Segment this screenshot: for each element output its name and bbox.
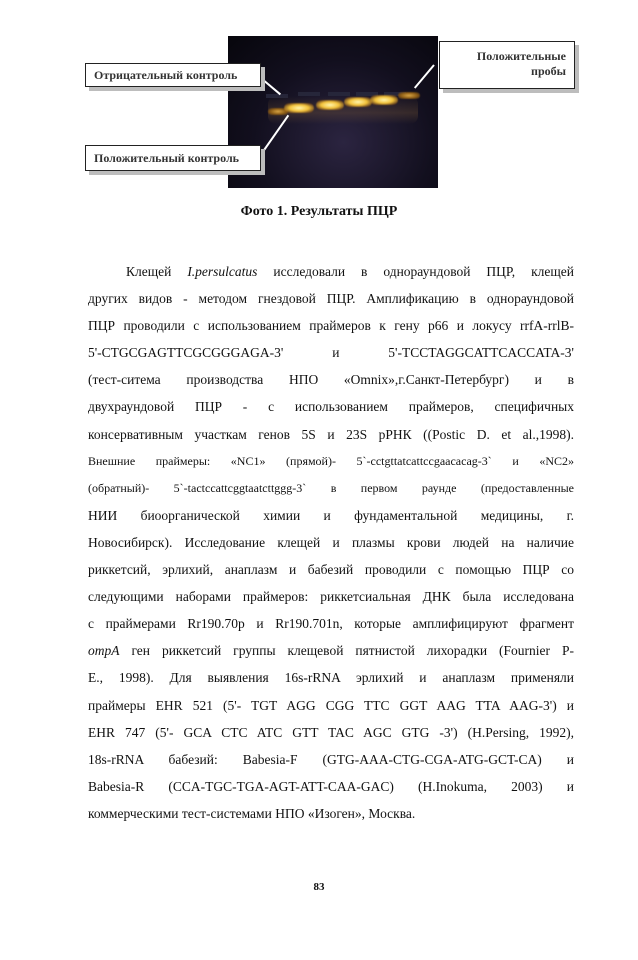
text-line: (обратный)- 5`-tactccattcggtaatcttggg-3` в первом раунде (предоставленные bbox=[88, 480, 574, 495]
text-line: праймеры EHR 521 (5'- TGT AGG CGG TTC GGT AAG TTA AAG-3') и bbox=[88, 697, 574, 713]
text-line: (тест-ситема производства НПО «Omnix»,г.Санкт-Петербург) и в bbox=[88, 372, 574, 388]
text-line: коммерческими тест-системами НПО «Изоген», Москва. bbox=[88, 805, 416, 821]
pcr-gel-figure bbox=[0, 0, 638, 200]
text-line: ompA ген риккетсий группы клещевой пятнистой лихорадки (Fournier P- bbox=[88, 643, 574, 659]
band-sample-4 bbox=[398, 92, 420, 99]
text-line: EHR 747 (5'- GCA CTC ATC GTT TAC AGC GTG -3') (H.Persing, 1992), bbox=[88, 724, 574, 740]
text-line: 5'-CTGCGAGTTCGCGGGAGA-3' и 5'-TCCTAGGCATTCACCATA-3' bbox=[88, 345, 574, 361]
arrow-negative-control bbox=[261, 78, 281, 95]
text-line: 18s-rRNA бабезий: Babesia-F (GTG-AAA-CTG-CGA-ATG-GCT-CA) и bbox=[88, 751, 574, 767]
text-line: других видов - методом гнездовой ПЦР. Амплификацию в однораундовой bbox=[88, 291, 574, 307]
text-line: с праймерами Rr190.70p и Rr190.701n, которые амплифицируют фрагмент bbox=[88, 616, 574, 632]
text-line: Babesia-R (CCA-TGC-TGA-AGT-ATT-CAA-GAC) (H.Inokuma, 2003) и bbox=[88, 778, 574, 794]
figure-caption: Фото 1. Результаты ПЦР bbox=[240, 204, 398, 219]
text-line: Внешние праймеры: «NC1» (прямой)- 5`-cctgttatcattccgaacacag-3` и «NC2» bbox=[88, 453, 574, 468]
text-line: консервативным участкам генов 5S и 23S рРНК ((Postic D. et al.,1998). bbox=[88, 426, 574, 442]
text-line: E., 1998). Для выявления 16s-rRNA эрлихий и анаплазм применяли bbox=[88, 670, 574, 686]
body-text bbox=[88, 258, 574, 827]
italic-term: I.persulcatus bbox=[187, 264, 258, 279]
label-negative-control: Отрицательный контроль bbox=[85, 63, 261, 87]
italic-term: ompA bbox=[88, 643, 120, 659]
text-line: Новосибирск). Исследование клещей и плазмы крови людей на наличие bbox=[88, 534, 574, 550]
band-sample-1 bbox=[316, 100, 344, 110]
arrow-positive-samples bbox=[414, 64, 435, 88]
text-line: ПЦР проводили с использованием праймеров к гену p66 и локусу rrfA-rrlB- bbox=[88, 318, 574, 334]
label-positive-control: Положительный контроль bbox=[85, 145, 261, 171]
text-line: двухраундовой ПЦР - с использованием праймеров, специфичных bbox=[88, 399, 574, 415]
band-sample-3 bbox=[370, 95, 398, 105]
text-line: Клещей I.persulcatus исследовали в однораундовой ПЦР, клещей bbox=[126, 264, 574, 279]
label-positive-samples: Положительные пробы bbox=[439, 41, 575, 89]
text-line: НИИ биоорганической химии и фундаментальной медицины, г. bbox=[88, 507, 574, 523]
band-positive-control bbox=[284, 103, 314, 113]
text-line: следующими наборами праймеров: риккетсиальная ДНК была исследована bbox=[88, 589, 574, 605]
page-number: 83 bbox=[313, 881, 325, 893]
band-sample-2 bbox=[344, 97, 372, 107]
text-line: риккетсий, эрлихий, анаплазм и бабезий проводили с помощью ПЦР со bbox=[88, 562, 574, 578]
